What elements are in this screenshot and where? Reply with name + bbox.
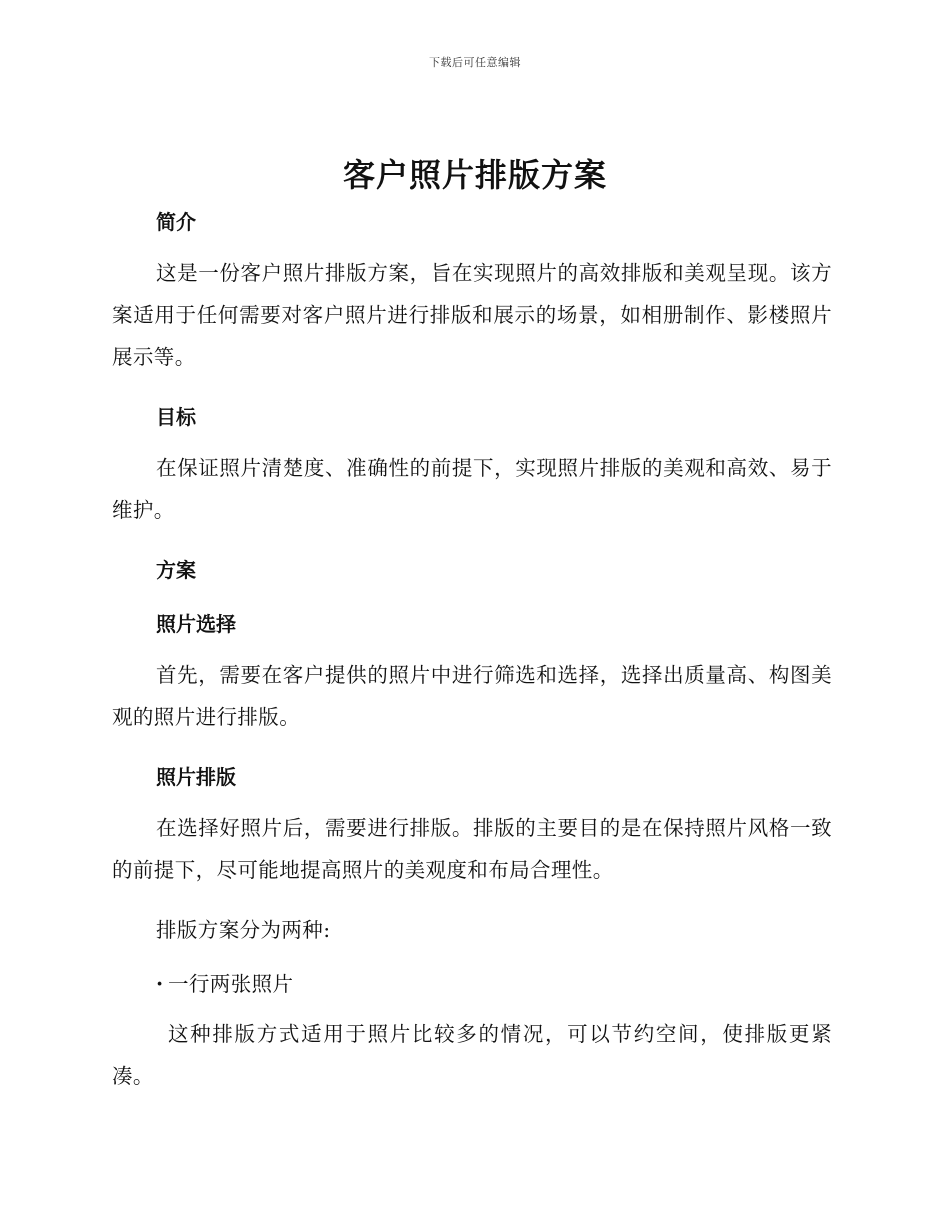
selection-paragraph: 首先，需要在客户提供的照片中进行筛选和选择，选择出质量高、构图美观的照片进行排版。: [112, 663, 832, 729]
section-heading-plan: 方案: [156, 558, 196, 582]
intro-paragraph: 这是一份客户照片排版方案，旨在实现照片的高效排版和美观呈现。该方案适用于任何需要对客户照片进行排版和展示的场景，如相册制作、影楼照片展示等。: [112, 261, 832, 369]
subsection-heading-selection: 照片选择: [156, 612, 236, 636]
section-heading-goal: 目标: [156, 405, 196, 429]
subsection-heading-layout: 照片排版: [156, 765, 236, 789]
bullet-dot-icon: ·: [156, 972, 164, 996]
layout-types-intro: 排版方案分为两种:: [156, 918, 331, 942]
bullet-item-label: 一行两张照片: [168, 972, 294, 996]
bullet-item-paragraph: 这种排版方式适用于照片比较多的情况，可以节约空间，使排版更紧凑。: [112, 1022, 832, 1088]
layout-paragraph: 在选择好照片后，需要进行排版。排版的主要目的是在保持照片风格一致的前提下，尽可能地提高照片的美观度和布局合理性。: [112, 816, 832, 882]
page-title: 客户照片排版方案: [342, 156, 607, 194]
section-heading-intro: 简介: [156, 210, 196, 234]
bullet-item-two-per-row: [156, 967, 293, 997]
header-note: 下载后可任意编辑: [429, 56, 521, 69]
goal-paragraph: 在保证照片清楚度、准确性的前提下，实现照片排版的美观和高效、易于维护。: [112, 456, 832, 522]
